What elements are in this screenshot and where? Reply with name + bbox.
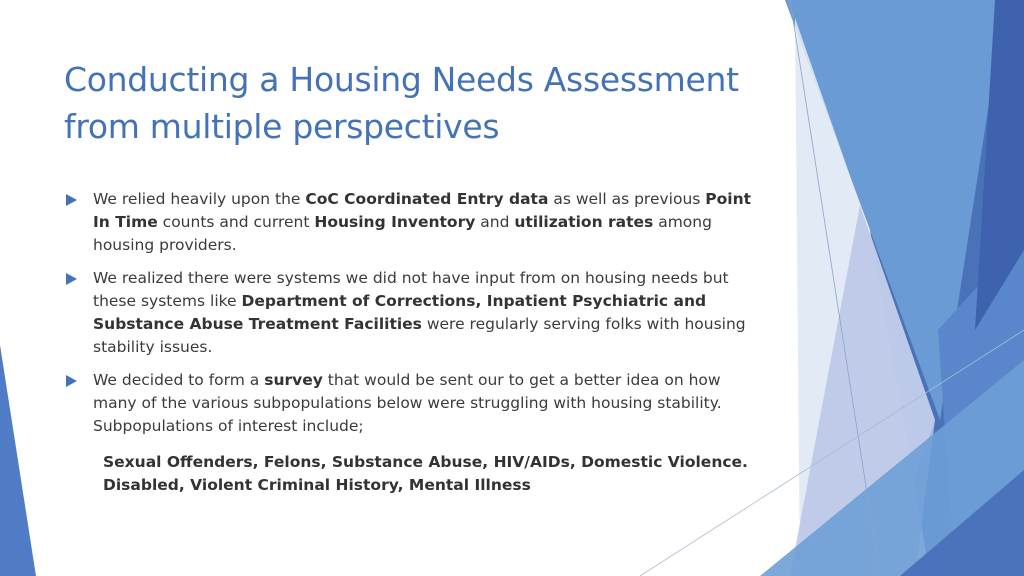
bullet-list: [66, 188, 766, 448]
triangle-arrow-icon: [66, 375, 77, 387]
bullet-bold: survey: [264, 371, 323, 389]
bullet-coordinated-entry: [66, 188, 766, 257]
subpopulations-list: [103, 451, 783, 497]
subpopulations-line-2: Disabled, Violent Criminal History, Mental Illness: [103, 476, 531, 494]
bullet-text: and: [475, 213, 515, 231]
bullet-bold: Housing Inventory: [314, 213, 476, 231]
slide-title: [64, 56, 784, 150]
bullet-text: We relied heavily upon the: [93, 190, 306, 208]
bullet-text: We realized there were systems we did not have input from on housing needs but these systems like: [93, 269, 729, 310]
triangle-arrow-icon: [66, 273, 77, 285]
slide-title-line-2: from multiple perspectives: [64, 107, 500, 146]
bullet-bold: Department of Corrections, Inpatient Psychiatric and Substance Abuse Treatment Facilities: [93, 292, 707, 333]
triangle-arrow-icon: [66, 194, 77, 206]
bullet-systems: [66, 267, 766, 359]
bullet-survey: [66, 369, 766, 438]
slide-title-line-1: Conducting a Housing Needs Assessment: [64, 60, 739, 99]
bullet-text: counts and current: [157, 213, 315, 231]
bullet-text: that would be sent our to get a better idea on how many of the various subpopulations below were struggling with housing stability. Subpopulations of interest include;: [93, 371, 722, 435]
left-edge-facet: [0, 345, 36, 576]
bullet-text: as well as previous: [548, 190, 706, 208]
bullet-bold: CoC Coordinated Entry data: [305, 190, 549, 208]
bullet-text: among housing providers.: [93, 213, 712, 254]
bullet-bold: Point In Time: [93, 190, 752, 231]
bullet-bold: utilization rates: [514, 213, 654, 231]
bullet-text: We decided to form a: [93, 371, 265, 389]
bullet-text: were regularly serving folks with housing stability issues.: [93, 315, 746, 356]
subpopulations-line-1: Sexual Offenders, Felons, Substance Abuse, HIV/AIDs, Domestic Violence.: [103, 453, 748, 471]
